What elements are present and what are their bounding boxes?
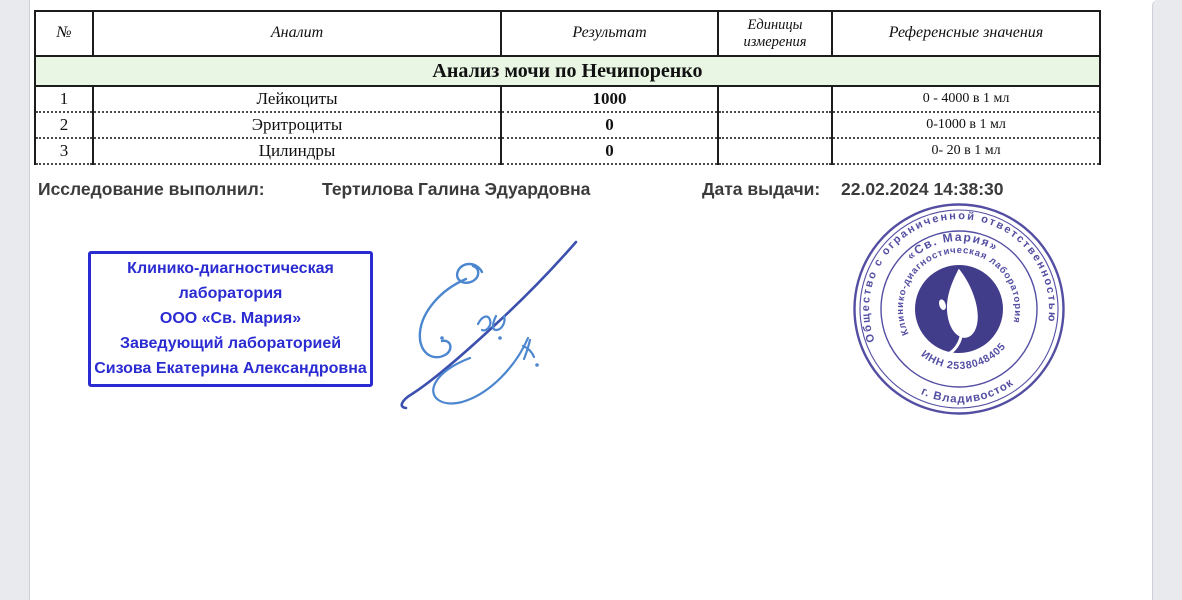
viewer-right-margin [1152, 0, 1182, 600]
viewer-left-margin [0, 0, 30, 600]
stamp-line: Клинико-диагностическая [127, 260, 334, 277]
reference-cell: 0- 20 в 1 мл [832, 138, 1100, 164]
analyte-cell: Эритроциты [93, 112, 501, 138]
units-cell [718, 86, 832, 112]
row-number: 1 [35, 86, 93, 112]
stamp-line: ООО «Св. Мария» [159, 310, 302, 327]
result-cell: 1000 [501, 86, 718, 112]
table-row [35, 138, 1100, 164]
table-row [35, 112, 1100, 138]
results-table [34, 10, 1101, 165]
stamp-outer-text: Общество с ограниченной ответственностью [859, 210, 1059, 345]
column-header-result: Результат [501, 11, 718, 56]
issue-date-label: Дата выдачи: [702, 179, 821, 199]
signature-dot [535, 363, 539, 367]
table-title: Анализ мочи по Нечипоренко [35, 56, 1100, 86]
lab-stamp-box [88, 251, 373, 387]
signature [378, 228, 588, 413]
table-row [35, 86, 1100, 112]
round-stamp [851, 201, 1067, 417]
executor-label: Исследование выполнил: [38, 179, 265, 199]
signature-dot [498, 336, 502, 340]
row-number: 2 [35, 112, 93, 138]
stamp-lab-text: Клинико-диагностическая лаборатория [894, 244, 1024, 337]
reference-cell: 0 - 4000 в 1 мл [832, 86, 1100, 112]
signature-dot [440, 336, 444, 340]
column-header-reference: Референсные значения [832, 11, 1100, 56]
column-header-num: № [35, 11, 93, 56]
signature-stroke [433, 338, 528, 403]
column-header-units: Единицы измерения [718, 11, 832, 56]
stamp-line: Сизова Екатерина Александровна [94, 360, 367, 377]
stamp-inn-text: ИНН 2538048405 [918, 340, 1009, 373]
units-cell [718, 112, 832, 138]
signature-stroke [457, 264, 482, 283]
stamp-org-text: «Св. Мария» [903, 229, 1002, 263]
stamp-city-text: г. Владивосток [919, 376, 1017, 406]
footer-line [0, 179, 1182, 203]
units-cell [718, 138, 832, 164]
analyte-cell: Цилиндры [93, 138, 501, 164]
analyte-cell: Лейкоциты [93, 86, 501, 112]
executor-name: Тертилова Галина Эдуардовна [322, 179, 591, 199]
reference-cell: 0-1000 в 1 мл [832, 112, 1100, 138]
result-cell: 0 [501, 112, 718, 138]
issue-date-value: 22.02.2024 14:38:30 [841, 179, 1004, 199]
row-number: 3 [35, 138, 93, 164]
column-header-analyte: Аналит [93, 11, 501, 56]
table-header-row [35, 11, 1100, 56]
document-page [34, 10, 1101, 165]
stamp-line: Заведующий лабораторией [119, 335, 342, 352]
stamp-line: лаборатория [178, 285, 283, 302]
result-cell: 0 [501, 138, 718, 164]
signature-stroke [420, 279, 466, 357]
